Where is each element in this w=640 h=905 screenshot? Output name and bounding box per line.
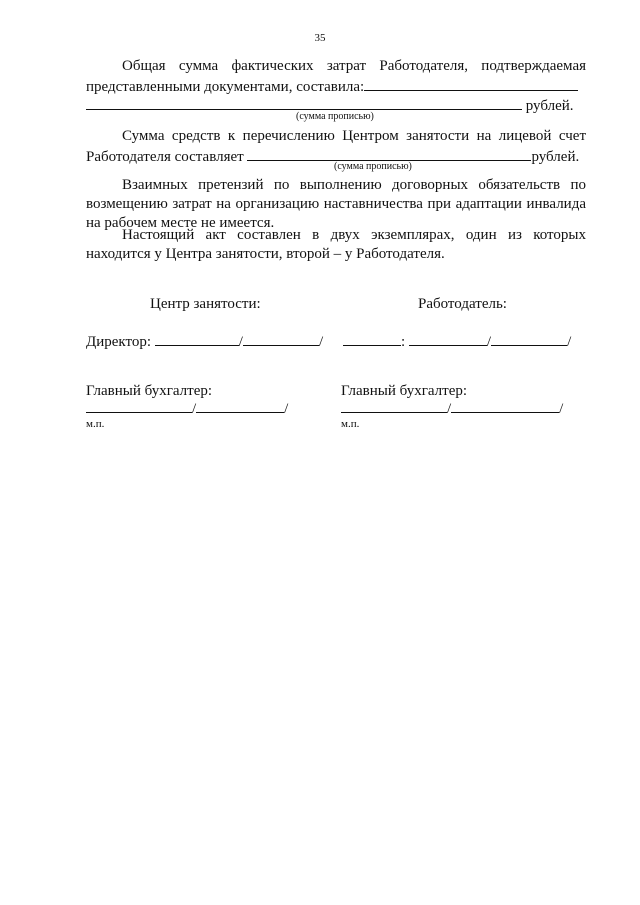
- right-accountant-signature-blank: [341, 398, 447, 413]
- paragraph1-line1: Общая сумма фактических затрат Работодателя, подтверждаемая: [122, 58, 586, 74]
- director-signature-blank: [155, 331, 239, 346]
- paragraph4-line2: находится у Центра занятости, второй – у Работодателя.: [86, 246, 445, 262]
- colon-separator: :: [401, 334, 406, 350]
- slash-separator: /: [318, 334, 324, 350]
- amount-blank-2: [86, 95, 522, 110]
- slash-separator: /: [284, 401, 289, 417]
- paragraph3-no-claims: Взаимных претензий по выполнению договорных обязательств по возмещению затрат на организацию наставничества при адаптации инвалида на рабочем месте не имеется.: [86, 177, 586, 231]
- employer-signature-row: [343, 331, 571, 352]
- left-stamp-place: м.п.: [86, 418, 105, 430]
- amount-in-words-caption-1: (сумма прописью): [296, 111, 374, 122]
- left-accountant-name-blank: [196, 398, 284, 413]
- slash-separator: /: [238, 334, 243, 350]
- slash-separator: /: [192, 401, 197, 417]
- paragraph2-line1: Сумма средств к перечислению Центром занятости на лицевой счет: [122, 128, 586, 144]
- right-chief-accountant-label: Главный бухгалтер:: [341, 383, 468, 399]
- left-accountant-signature-blank: [86, 398, 192, 413]
- right-chief-accountant-signature-row: [341, 398, 563, 419]
- right-stamp-place: м.п.: [341, 418, 360, 430]
- amount-blank-1: [364, 76, 578, 91]
- director-signature-row: [86, 331, 323, 352]
- director-label: Директор:: [86, 334, 152, 350]
- employer-heading: Работодатель:: [418, 296, 507, 312]
- left-chief-accountant-label: Главный бухгалтер:: [86, 383, 213, 399]
- employer-signature-blank: [409, 331, 487, 346]
- page-number: 35: [314, 32, 326, 44]
- amount-in-words-caption-2: (сумма прописью): [334, 161, 412, 172]
- left-chief-accountant-signature-row: [86, 398, 288, 419]
- slash-separator: /: [559, 401, 564, 417]
- employment-center-heading: Центр занятости:: [150, 296, 261, 312]
- employer-position-blank: [343, 331, 401, 346]
- paragraph1-label: представленными документами, составила:: [86, 79, 365, 95]
- slash-separator: /: [447, 401, 452, 417]
- right-accountant-name-blank: [451, 398, 559, 413]
- transfer-amount-blank: [247, 146, 531, 161]
- paragraph2-rubles: рублей.: [531, 149, 580, 165]
- paragraph2-label: Работодателя составляет: [86, 149, 244, 165]
- paragraph4-line1: Настоящий акт составлен в двух экземплярах, один из которых: [122, 227, 586, 243]
- slash-separator: /: [567, 334, 572, 350]
- slash-separator: /: [486, 334, 492, 350]
- paragraph1-line2: [86, 76, 586, 95]
- paragraph1-rubles: рублей.: [525, 98, 574, 114]
- director-name-blank: [243, 331, 319, 346]
- employer-name-blank: [491, 331, 567, 346]
